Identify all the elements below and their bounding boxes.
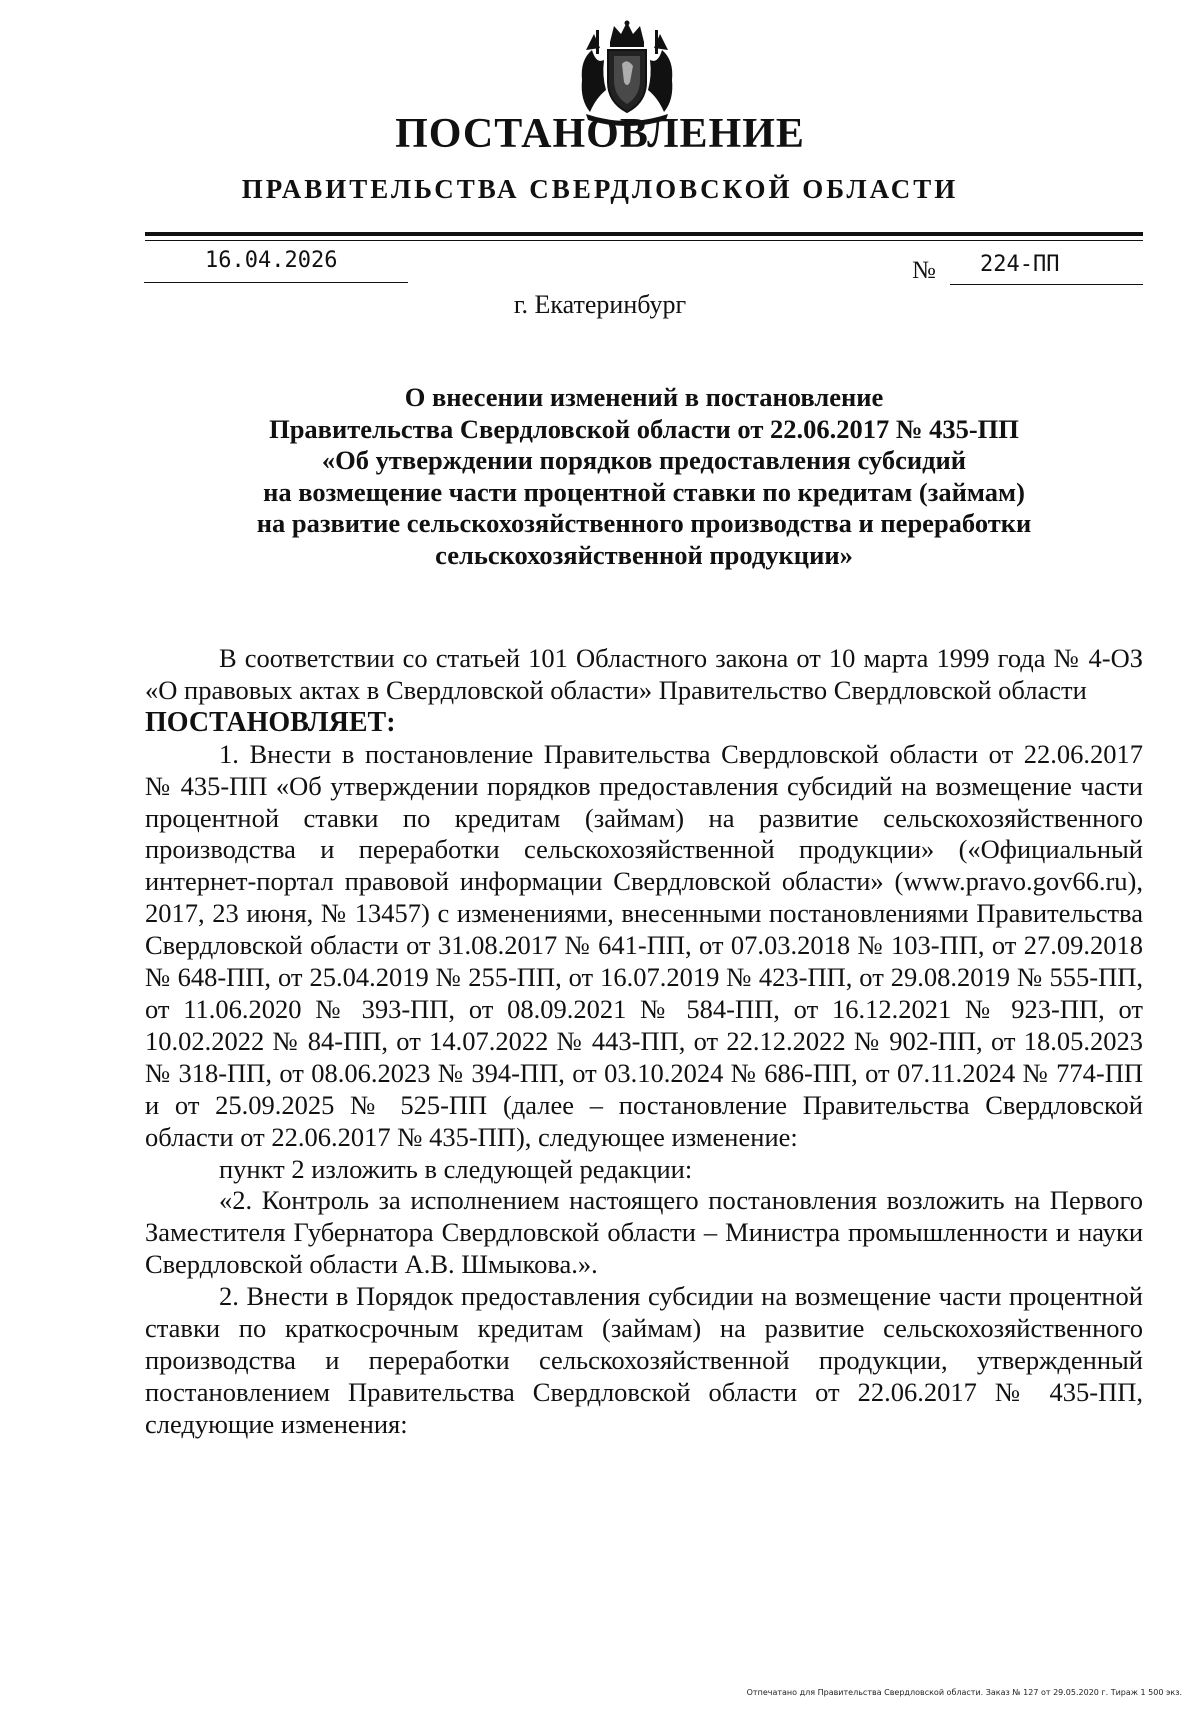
document-city: г. Екатеринбург <box>513 290 687 319</box>
heading-line: «Об утверждении порядков предоставления субсидий <box>321 445 967 475</box>
heading-line: Правительства Свердловской области от 22.06.2017 № 435-ПП <box>269 413 1019 444</box>
heading-line: на развитие сельскохозяйственного производства и переработки <box>256 508 1032 538</box>
heading-line: сельскохозяйственной продукции» <box>435 539 853 570</box>
preamble-paragraph: В соответствии со статьей 101 Областного закона от 10 марта 1999 года № 4-ОЗ «О правовых актах в Свердловской области» Правительство Свердловской области <box>145 643 1143 705</box>
print-note: Отпечатано для Правительства Свердловской области. Заказ № 127 от 29.05.2020 г. Тираж 1 500 экз. <box>746 1688 1182 1697</box>
item-1-quote-paragraph: «2. Контроль за исполнением настоящего постановления возложить на Первого Заместителя Губернатора Свердловской области – Министра промышленности и науки Свердловской области А.В. Шмыкова.». <box>145 1185 1143 1280</box>
item-2-paragraph: 2. Внести в Порядок предоставления субсидии на возмещение части процентной ставки по краткосрочным кредитам (займам) на развитие сельскохозяйственного производства и переработки сельскохозяйственной продукции, утвержденный постановлением Правительства Свердловской области от 22.06.2017 № 435-ПП, следующие изменения: <box>145 1281 1143 1439</box>
item-1-paragraph: 1. Внести в постановление Правительства Свердловской области от 22.06.2017 № 435-ПП «Об утверждении порядков предоставления субсидий на возмещение части процентной ставки по кредитам (займам) на развитие сельскохозяйственного производства и переработки сельскохозяйственной продукции» («Официальный интернет-портал правовой информации Свердловской области» (www.pravo.gov66.ru), 2017, 23 июня, № 13457) с изменениями, внесенными постановлениями Правительства Свердловской области от 31.08.2017 № 641-ПП, от 07.03.2018 № 103-ПП, от 27.09.2018 № 648-ПП, от 25.04.2019 № 255-ПП, от 16.07.2019 № 423-ПП, от 29.08.2019 № 555-ПП, от 11.06.2020 № 393-ПП, от 08.09.2021 № 584-ПП, от 16.12.2021 № 923-ПП, от 10.02.2022 № 84-ПП, от 14.07.2022 № 443-ПП, от 22.12.2022 № 902-ПП, от 18.05.2023 № 318-ПП, от 08.06.2023 № 394-ПП, от 03.10.2024 № 686-ПП, от 07.11.2024 № 774-ПП и от 25.09.2025 № 525-ПП (далее – постановление Правительства Свердловской области от 22.06.2017 № 435-ПП), следующее изменение: <box>145 738 1143 1152</box>
document-heading <box>145 382 1143 571</box>
number-underline <box>950 284 1143 285</box>
heading-line: О внесении изменений в постановление <box>404 382 884 412</box>
date-underline <box>144 282 408 283</box>
heading-line: на возмещение части процентной ставки по кредитам (займам) <box>263 476 1025 507</box>
document-body <box>145 643 1143 1441</box>
header-rule-thick <box>145 232 1143 236</box>
decree-word: ПОСТАНОВЛЯЕТ: <box>145 706 396 738</box>
header-rule-thin <box>145 240 1143 241</box>
document-date: 16.04.2026 <box>205 248 338 273</box>
item-1-sub-paragraph: пункт 2 изложить в следующей редакции: <box>219 1153 693 1184</box>
document-subtitle: ПРАВИТЕЛЬСТВА СВЕРДЛОВСКОЙ ОБЛАСТИ <box>241 174 959 204</box>
document-title: ПОСТАНОВЛЕНИЕ <box>395 111 805 157</box>
number-sign: № <box>912 257 936 284</box>
document-number: 224-ПП <box>980 252 1060 277</box>
